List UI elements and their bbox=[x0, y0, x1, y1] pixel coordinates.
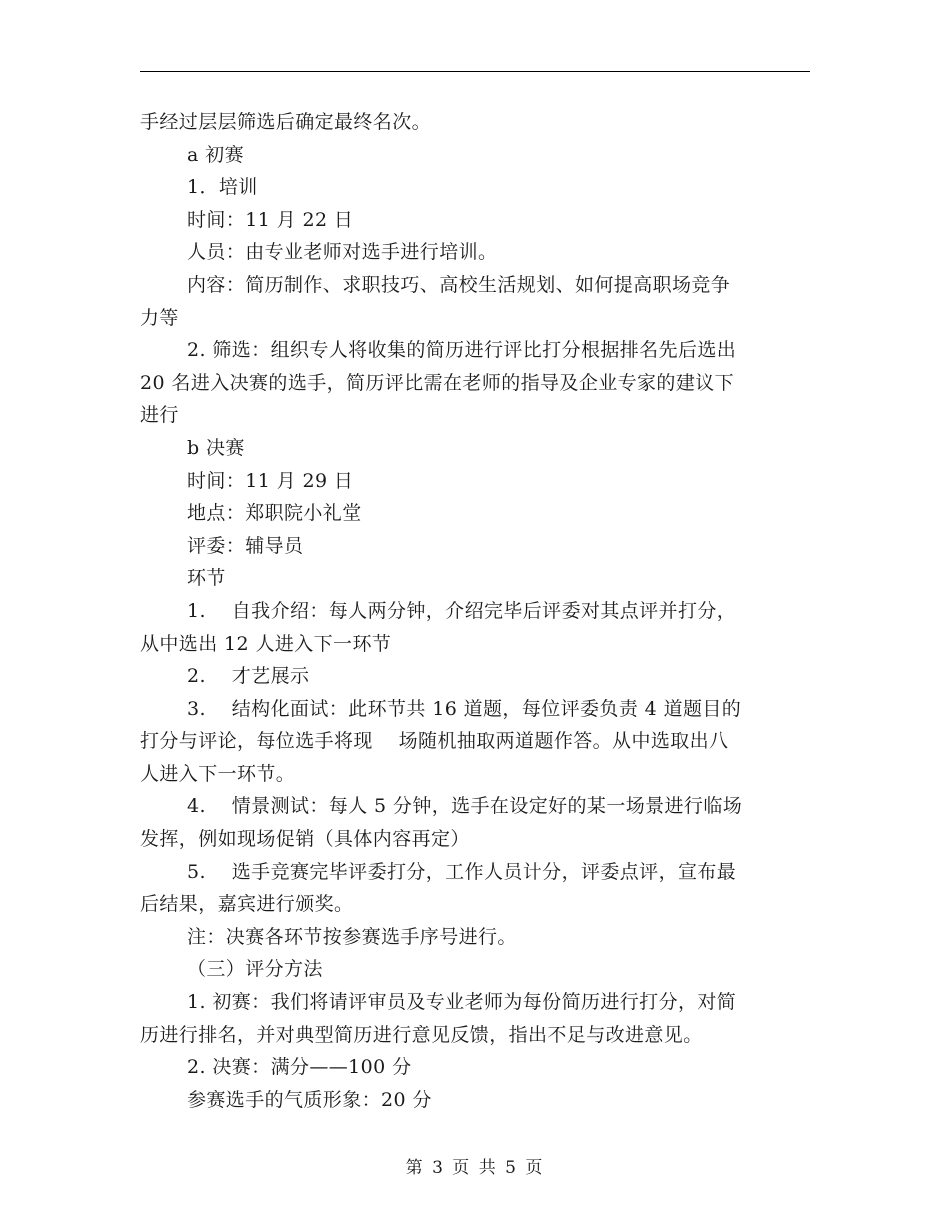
scoring-final: 2. 决赛：满分——100 分 bbox=[187, 1056, 412, 1079]
line: 打分与评论，每位选手将现 场随机抽取两道题作答。从中选取出八 bbox=[140, 730, 729, 753]
line: 历进行排名，并对典型简历进行意见反馈，指出不足与改进意见。 bbox=[140, 1023, 703, 1046]
stage-2-talent: 2. 才艺展示 bbox=[187, 665, 310, 688]
item-training: 1．培训 bbox=[187, 176, 258, 199]
line: 力等 bbox=[140, 306, 179, 329]
line: 后结果，嘉宾进行颁奖。 bbox=[140, 893, 354, 916]
line: 2. 筛选：组织专人将收集的简历进行评比打分根据排名先后选出 bbox=[187, 339, 737, 362]
final-time: 时间：11 月 29 日 bbox=[187, 469, 354, 492]
page-footer bbox=[0, 1153, 950, 1178]
note: 注：决赛各环节按参赛选手序号进行。 bbox=[187, 925, 517, 948]
stage-1-self-intro bbox=[140, 595, 810, 660]
heading-preliminary: a 初赛 bbox=[187, 143, 244, 166]
heading-final: b 决赛 bbox=[187, 436, 245, 459]
final-location: 地点：郑职院小礼堂 bbox=[187, 502, 362, 525]
heading-stages: 环节 bbox=[187, 567, 226, 590]
header-rule bbox=[140, 71, 810, 72]
paragraph-continuation: 手经过层层筛选后确定最终名次。 bbox=[140, 111, 432, 133]
line: 1. 初赛：我们将请评审员及专业老师为每份简历进行打分，对简 bbox=[187, 991, 737, 1014]
line: 从中选出 12 人进入下一环节 bbox=[140, 632, 392, 655]
line: 发挥，例如现场促销（具体内容再定） bbox=[140, 828, 470, 851]
training-personnel: 人员：由专业老师对选手进行培训。 bbox=[187, 241, 498, 264]
heading-scoring: （三）评分方法 bbox=[187, 958, 323, 981]
stage-4-scenario bbox=[140, 790, 810, 855]
line: 4. 情景测试：每人 5 分钟，选手在设定好的某一场景进行临场 bbox=[187, 795, 743, 818]
scoring-appearance: 参赛选手的气质形象：20 分 bbox=[187, 1088, 432, 1111]
line: 1. 自我介绍：每人两分钟，介绍完毕后评委对其点评并打分， bbox=[187, 599, 737, 622]
stage-3-interview bbox=[140, 693, 810, 791]
item-screening bbox=[140, 334, 810, 432]
training-time: 时间：11 月 22 日 bbox=[187, 208, 354, 231]
final-judges: 评委：辅导员 bbox=[187, 534, 304, 557]
line: 3. 结构化面试：此环节共 16 道题，每位评委负责 4 道题目的 bbox=[187, 697, 742, 720]
line: 20 名进入决赛的选手，简历评比需在老师的指导及企业专家的建议下 bbox=[140, 371, 735, 394]
training-content bbox=[140, 269, 810, 334]
line: 内容：简历制作、求职技巧、高校生活规划、如何提高职场竞争 bbox=[187, 273, 731, 296]
page-number: 第 3 页 共 5 页 bbox=[405, 1158, 545, 1178]
line: 5. 选手竞赛完毕评委打分，工作人员计分，评委点评，宣布最 bbox=[187, 860, 737, 883]
stage-5-results bbox=[140, 856, 810, 921]
line: 进行 bbox=[140, 404, 179, 427]
document-body bbox=[140, 106, 810, 1116]
scoring-preliminary bbox=[140, 986, 810, 1051]
line: 人进入下一环节。 bbox=[140, 762, 296, 785]
